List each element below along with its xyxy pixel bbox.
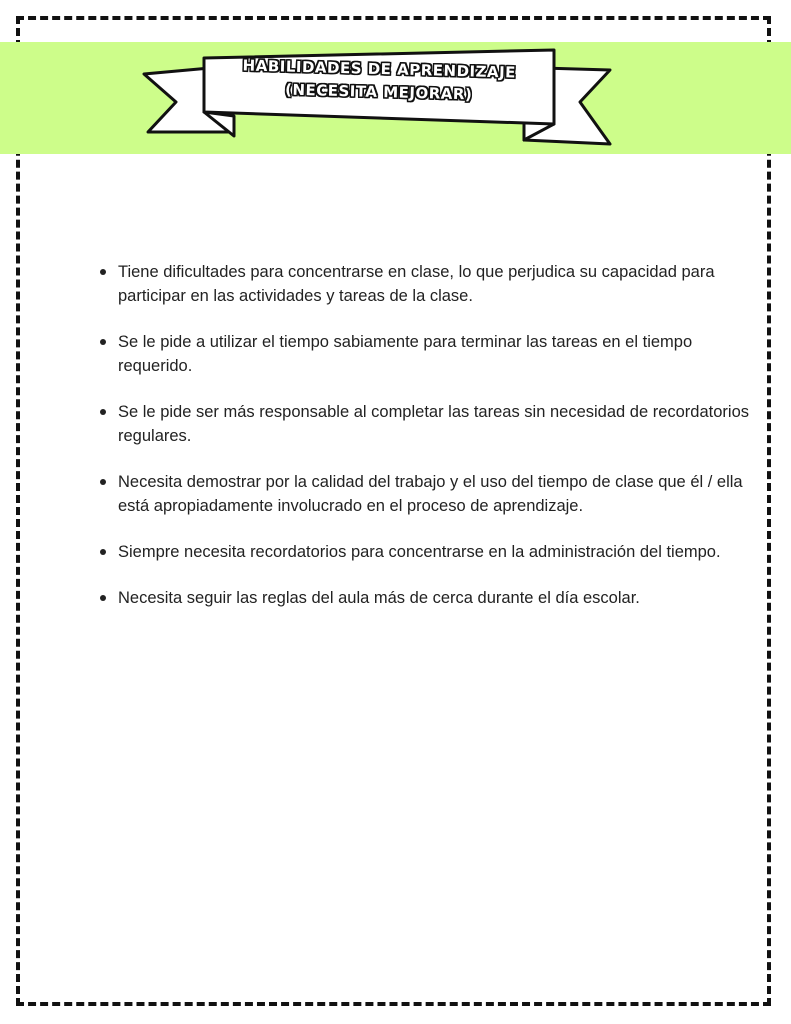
bullet-icon: [100, 549, 106, 555]
list-item: [96, 260, 756, 308]
list-item: [96, 586, 756, 610]
list-item-text: Necesita seguir las reglas del aula más de cerca durante el día escolar.: [118, 589, 640, 607]
comment-list: [96, 260, 756, 632]
list-item-text: Tiene dificultades para concentrarse en clase, lo que perjudica su capacidad para participar en las actividades y tareas de la clase.: [118, 263, 715, 305]
bullet-icon: [100, 595, 106, 601]
bullet-icon: [100, 409, 106, 415]
list-item-text: Se le pide ser más responsable al completar las tareas sin necesidad de recordatorios regulares.: [118, 403, 750, 445]
list-item: [96, 540, 756, 564]
title-banner: [140, 46, 620, 150]
list-item: [96, 400, 756, 448]
page-title: [203, 53, 554, 108]
bullet-icon: [100, 479, 106, 485]
list-item: [96, 470, 756, 518]
list-item-text: Se le pide a utilizar el tiempo sabiamente para terminar las tareas en el tiempo requerido.: [118, 333, 693, 375]
list-item-text: Siempre necesita recordatorios para concentrarse en la administración del tiempo.: [118, 543, 721, 561]
bullet-icon: [100, 269, 106, 275]
page-title-line2: (NECESITA MEJORAR): [284, 80, 473, 104]
list-item: [96, 330, 756, 378]
list-item-text: Necesita demostrar por la calidad del trabajo y el uso del tiempo de clase que él / ella está apropiadamente involucrado en el proceso de aprendizaje.: [118, 473, 743, 515]
bullet-icon: [100, 339, 106, 345]
page-title-line1: HABILIDADES DE APRENDIZAJE: [242, 56, 517, 82]
